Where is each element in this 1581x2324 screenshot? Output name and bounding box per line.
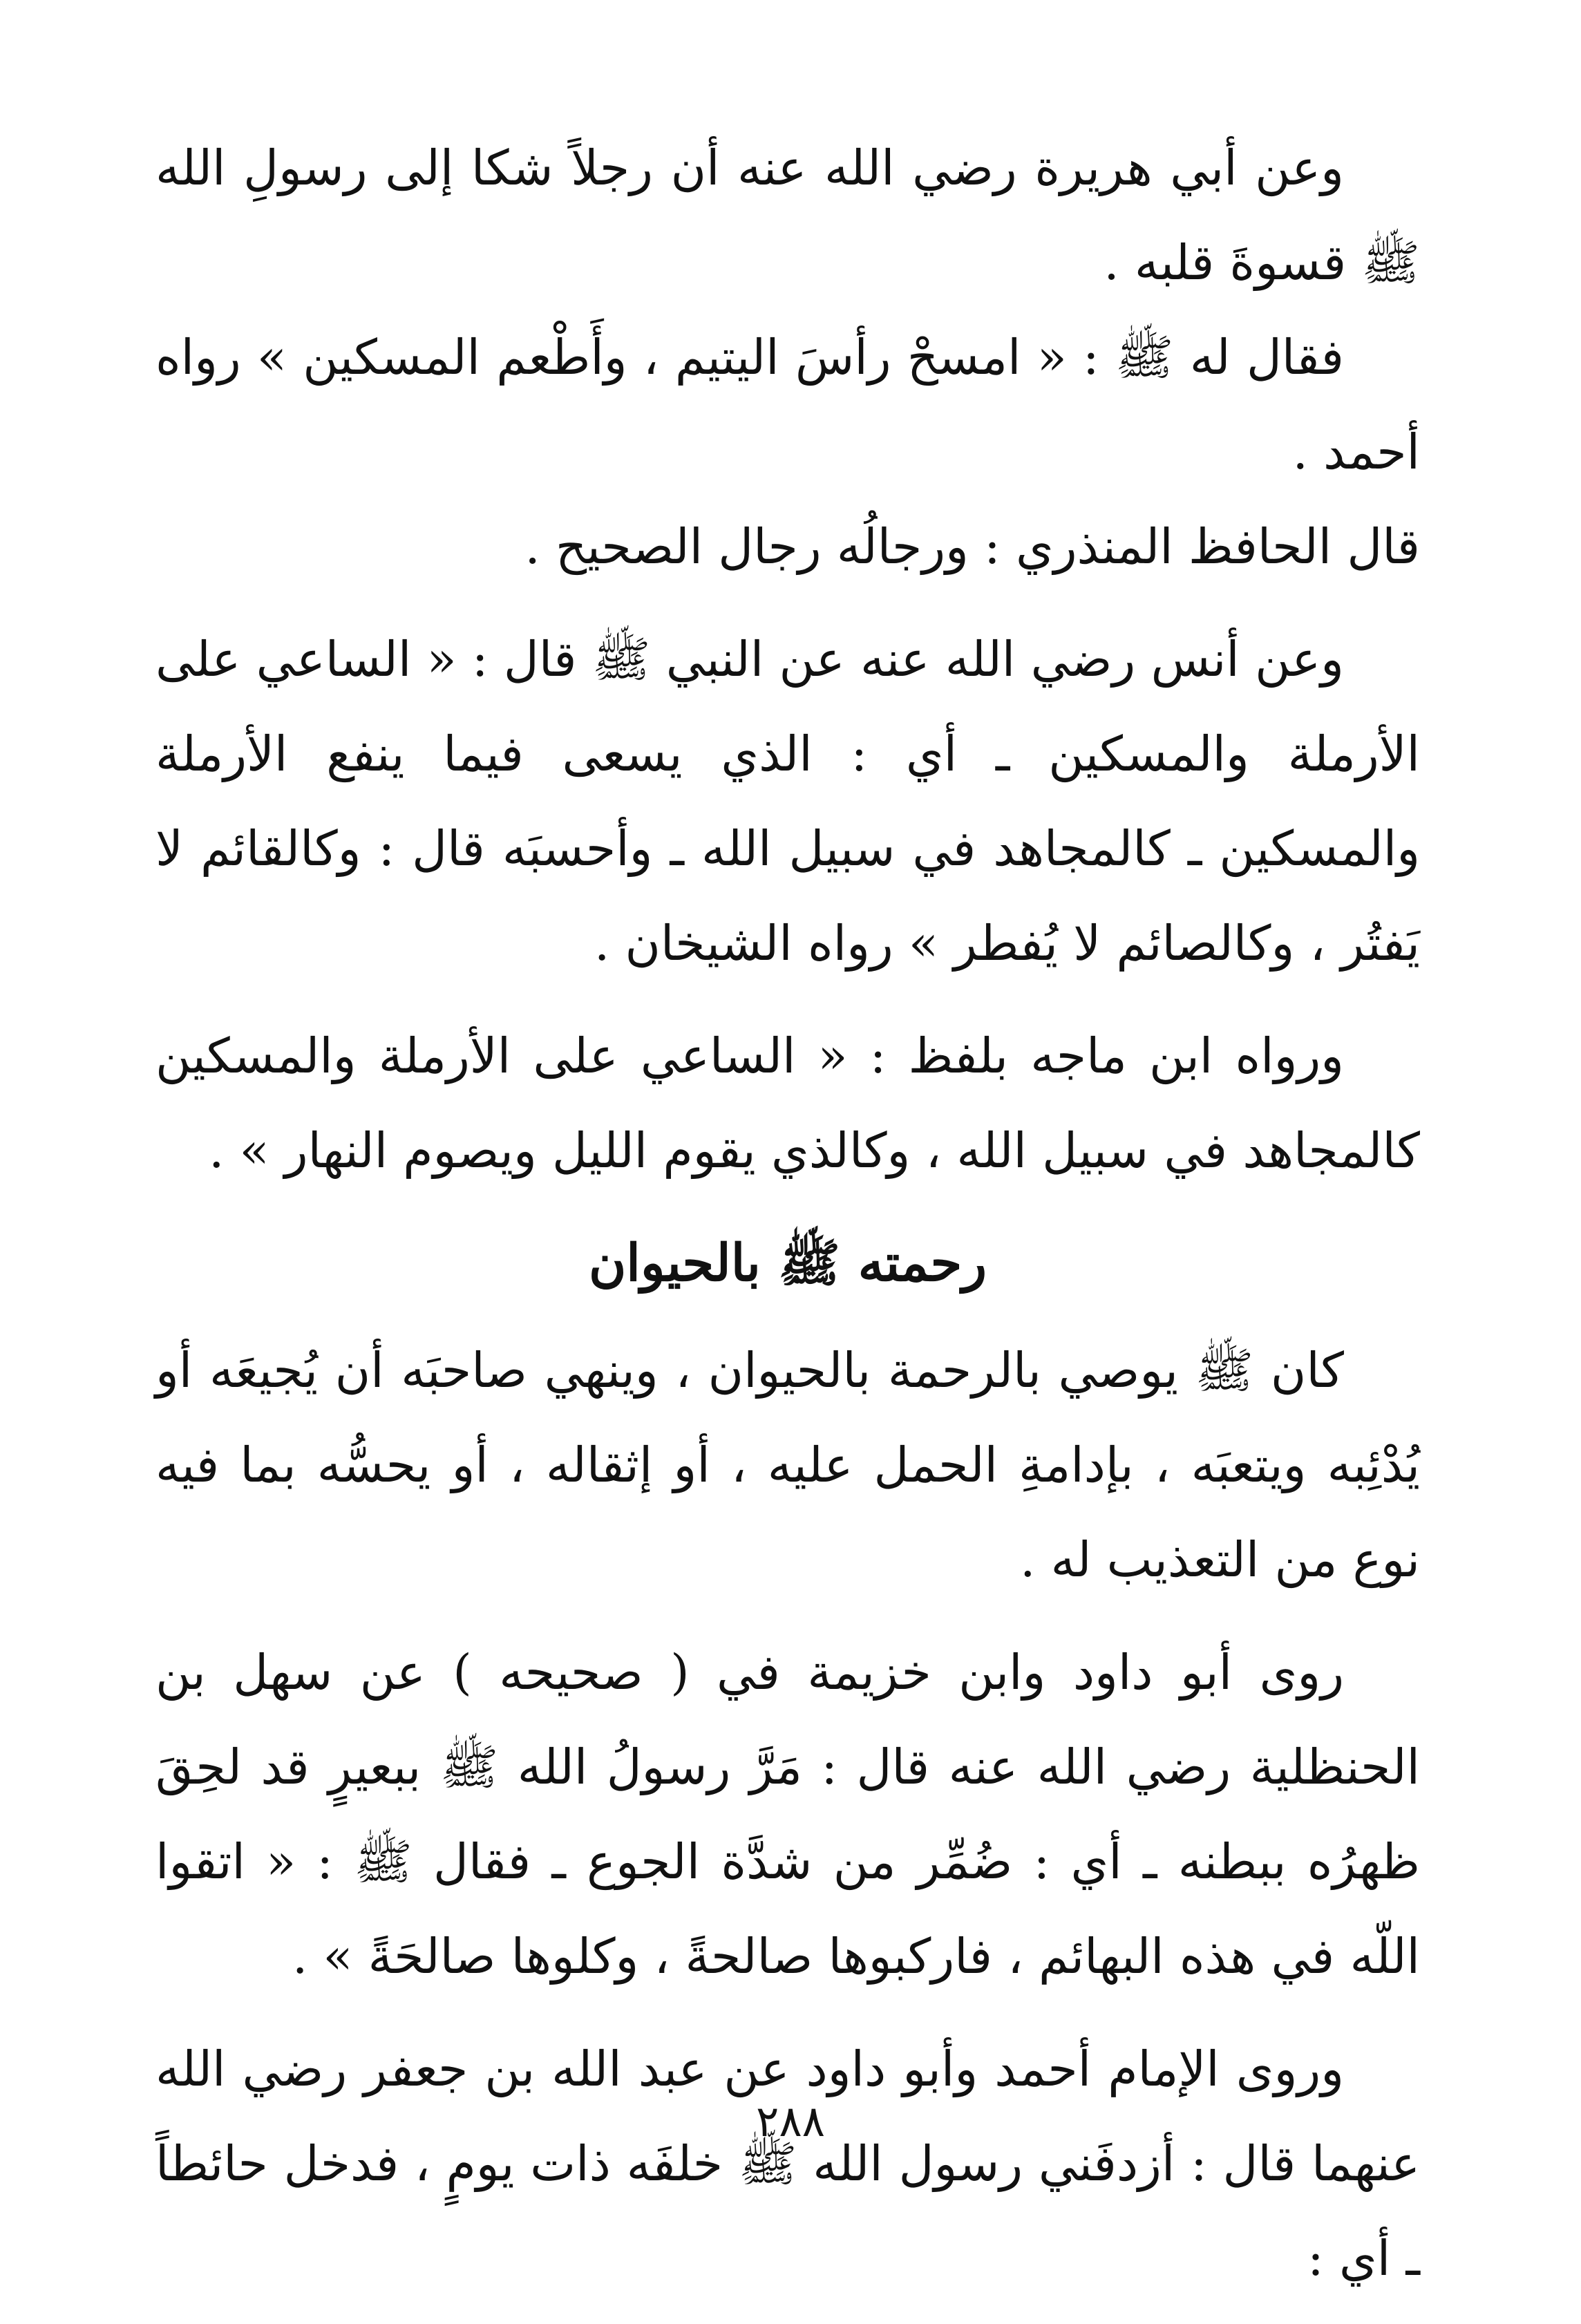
paragraph-prophet-reply: فقال له ﷺ : « امسحْ رأسَ اليتيم ، وأَطْعم المسكين » رواه أحمد . [155,329,1420,480]
page-text-column [155,121,1420,2324]
page-number: ٢٨٨ [756,2096,825,2146]
paragraph-ibn-majah: ورواه ابن ماجه بلفظ : « الساعي على الأرملة والمسكين كالمجاهد في سبيل الله ، وكالذي يقوم الليل ويصوم النهار » . [155,1028,1420,1179]
paragraph-mundhiri-note: قال الحافظ المنذري : ورجالُه رجال الصحيح . [524,518,1420,575]
paragraph-abdullah-jafar: وروى الإمام أحمد وأبو داود عن عبد الله بن جعفر رضي الله عنهما قال : أزدفَني رسول الله ﷺ خلفَه ذات يومٍ ، فدخل حائطاً ـ أي : [155,2041,1420,2287]
paragraph-abu-hurayra: وعن أبي هريرة رضي الله عنه أن رجلاً شكا إلى رسولِ الله ﷺ قسوةَ قلبه . [155,140,1420,291]
section-heading: رحمته ﷺ بالحيوان [588,1234,987,1293]
paragraph-animal-mercy: كان ﷺ يوصي بالرحمة بالحيوان ، وينهي صاحبَه أن يُجيعَه أو يُدْئِبه ويتعبَه ، بإدامةِ الحمل عليه ، أو إثقاله ، أو يحسُّه بما فيه نوع من التعذيب له . [155,1342,1420,1588]
paragraph-sahl-hadith: روى أبو داود وابن خزيمة في ( صحيحه ) عن سهل بن الحنظلية رضي الله عنه قال : مَرَّ رسولُ الله ﷺ ببعيرٍ قد لحِقَ ظهرُه ببطنه ـ أي : ضُمِّر من شدَّة الجوع ـ فقال ﷺ : « اتقوا اللّه في هذه البهائم ، فاركبوها صالحةً ، وكلوها صالحَةً » . [155,1644,1420,1985]
paragraph-anas-hadith: وعن أنس رضي الله عنه عن النبي ﷺ قال : « الساعي على الأرملة والمسكين ـ أي : الذي يسعى فيما ينفع الأرملة والمسكين ـ كالمجاهد في سبيل الله ـ وأحسبَه قال : وكالقائم لا يَفتُر ، وكالصائم لا يُفطر » رواه الشيخان . [155,631,1420,972]
